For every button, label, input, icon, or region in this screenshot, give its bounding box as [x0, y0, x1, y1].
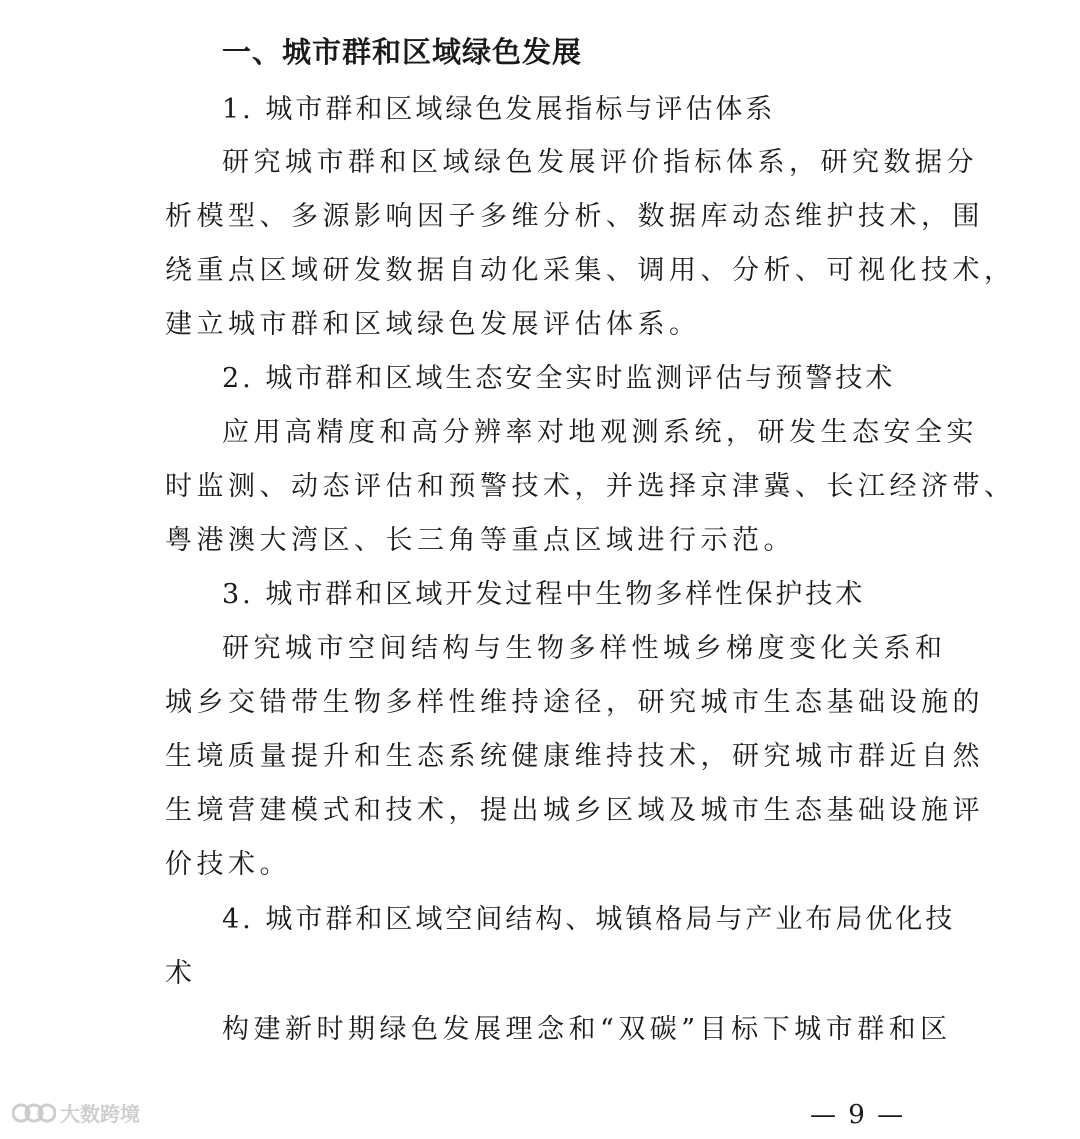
watermark-text: 大数跨境 — [60, 1102, 140, 1126]
subsection-title-3: 3. 城市群和区域开发过程中生物多样性保护技术 — [222, 579, 866, 610]
paragraph-line: 析模型、多源影响因子多维分析、数据库动态维护技术，围 — [165, 201, 984, 232]
paragraph-line: 研究城市空间结构与生物多样性城乡梯度变化关系和 — [222, 633, 947, 664]
paragraph-line: 城乡交错带生物多样性维持途径，研究城市生态基础设施的 — [165, 687, 984, 718]
paragraph-line: 绕重点区域研发数据自动化采集、调用、分析、可视化技术， — [165, 255, 1016, 286]
subsection-title-2: 2. 城市群和区域生态安全实时监测评估与预警技术 — [222, 363, 896, 394]
paragraph-line: 构建新时期绿色发展理念和“双碳”目标下城市群和区 — [222, 1014, 952, 1045]
paragraph-line: 应用高精度和高分辨率对地观测系统，研发生态安全实 — [222, 417, 978, 448]
subsection-title-4: 4. 城市群和区域空间结构、城镇格局与产业布局优化技 — [222, 904, 956, 935]
paragraph-line: 建立城市群和区域绿色发展评估体系。 — [165, 309, 701, 340]
watermark — [12, 1098, 140, 1127]
subsection-title-1: 1. 城市群和区域绿色发展指标与评估体系 — [222, 94, 776, 125]
paragraph-line: 时监测、动态评估和预警技术，并选择京津冀、长江经济带、 — [165, 471, 1016, 502]
paragraph-line: 粤港澳大湾区、长三角等重点区域进行示范。 — [165, 525, 795, 556]
paragraph-line: 生境质量提升和生态系统健康维持技术，研究城市群近自然 — [165, 741, 984, 772]
paragraph-line: 研究城市群和区域绿色发展评价指标体系，研究数据分 — [222, 147, 978, 178]
paragraph-line: 价技术。 — [165, 849, 291, 880]
page-number: — 9 — — [810, 1100, 906, 1130]
paragraph-line: 生境营建模式和技术，提出城乡区域及城市生态基础设施评 — [165, 795, 984, 826]
subsection-title-4-continued: 术 — [165, 958, 197, 989]
watermark-logo-icon — [12, 1100, 56, 1126]
section-heading: 一、城市群和区域绿色发展 — [222, 35, 583, 69]
